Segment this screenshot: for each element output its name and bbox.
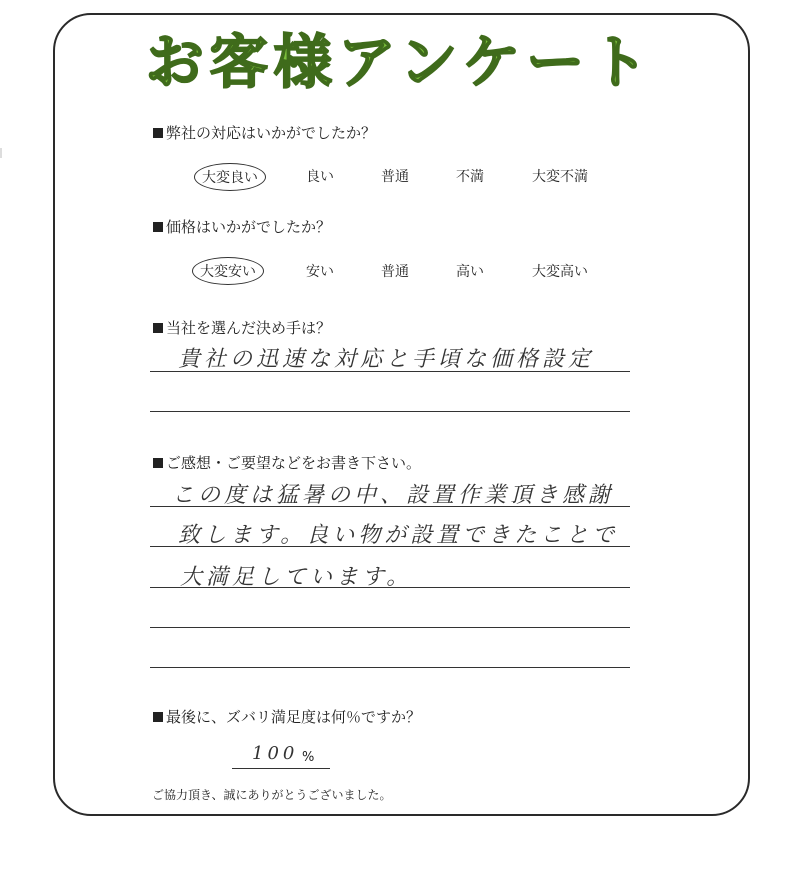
scan-edge-mark [0, 148, 2, 158]
q2-option-1[interactable]: 大変安い [192, 257, 264, 285]
answer-rule [150, 371, 630, 372]
question-5 [153, 706, 421, 727]
answer-rule [150, 627, 630, 628]
q2-option-5[interactable]: 大変高い [532, 264, 588, 280]
q4-answer-line-3[interactable]: 大満足しています。 [180, 565, 413, 590]
question-4-label: ご感想・ご要望などをお書き下さい。 [166, 454, 422, 472]
question-5-label: 最後に、ズバリ満足度は何％ですか？ [166, 708, 422, 726]
question-1-label: 弊社の対応はいかがでしたか？ [166, 124, 377, 142]
q1-option-5[interactable]: 大変不満 [532, 169, 588, 185]
square-bullet-icon [153, 323, 163, 333]
question-3 [153, 317, 331, 338]
answer-rule [150, 667, 630, 668]
q2-option-3[interactable]: 普通 [381, 264, 409, 280]
q4-answer-line-2[interactable]: 致します。良い物が設置できたことで [178, 523, 619, 548]
square-bullet-icon [153, 458, 163, 468]
square-bullet-icon [153, 222, 163, 232]
question-1 [153, 122, 376, 143]
q4-answer-line-1[interactable]: この度は猛暑の中、設置作業頂き感謝 [172, 483, 615, 508]
satisfaction-unit: % [302, 750, 315, 765]
satisfaction-value[interactable]: 100 [252, 743, 299, 764]
square-bullet-icon [153, 712, 163, 722]
answer-rule [150, 546, 630, 547]
question-2-label: 価格はいかがでしたか？ [166, 218, 332, 236]
q2-option-4[interactable]: 高い [456, 264, 484, 280]
q1-option-4[interactable]: 不満 [456, 169, 484, 185]
survey-title: お客様アンケート [145, 28, 655, 96]
answer-rule [150, 587, 630, 588]
question-3-label: 当社を選んだ決め手は？ [166, 319, 332, 337]
thank-you-note: ご協力頂き、誠にありがとうございました。 [152, 788, 392, 802]
question-2 [153, 216, 331, 237]
question-4 [153, 452, 421, 473]
answer-rule [150, 411, 630, 412]
square-bullet-icon [153, 128, 163, 138]
q3-answer-line-1[interactable]: 貴社の迅速な対応と手頃な価格設定 [178, 347, 595, 372]
q1-option-2[interactable]: 良い [306, 169, 334, 185]
satisfaction-rule [232, 768, 330, 769]
q1-option-1[interactable]: 大変良い [194, 163, 266, 191]
q2-option-2[interactable]: 安い [306, 264, 334, 280]
answer-rule [150, 506, 630, 507]
q1-option-3[interactable]: 普通 [381, 169, 409, 185]
